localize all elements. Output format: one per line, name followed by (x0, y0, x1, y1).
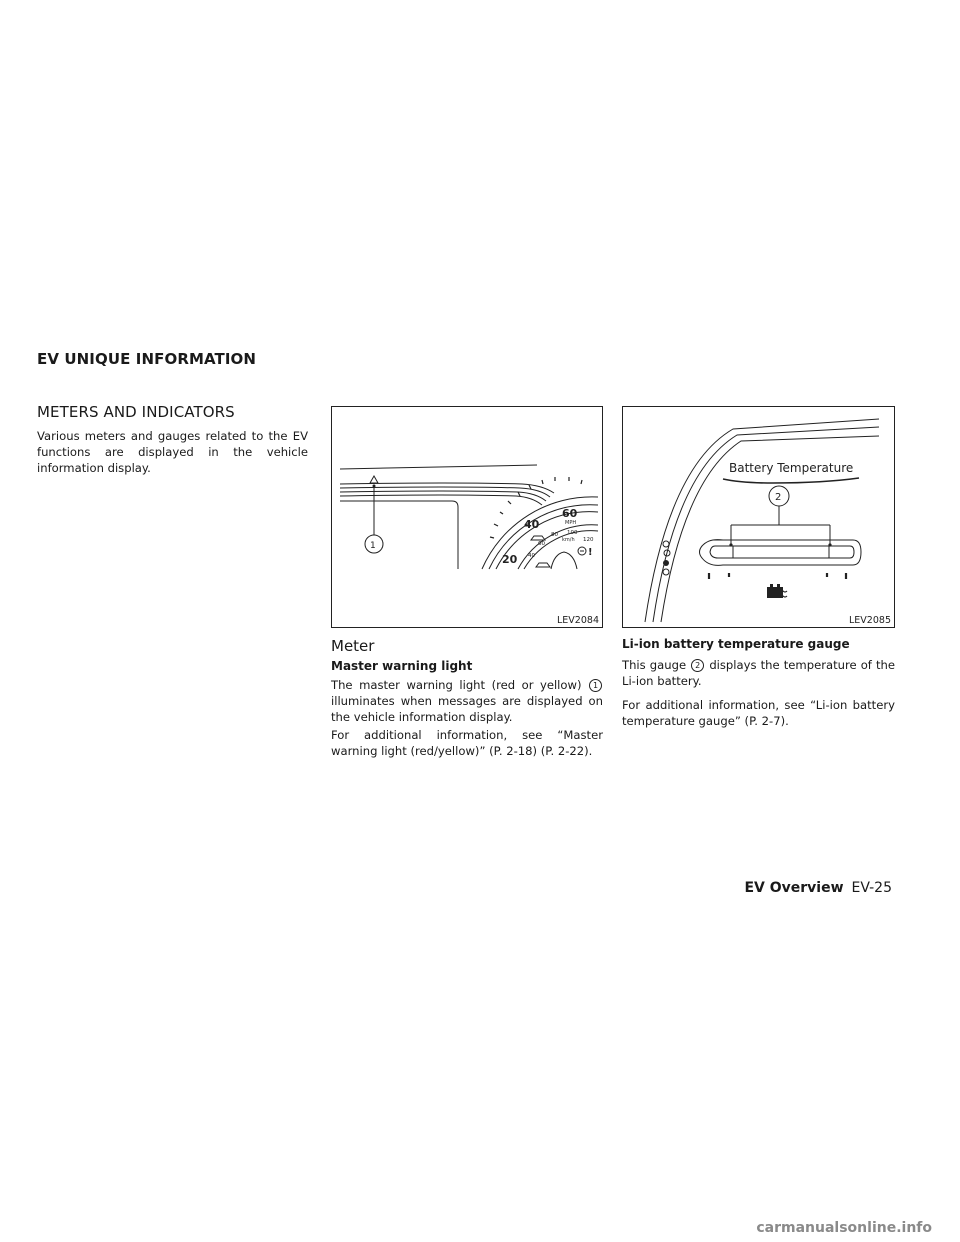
callout-2-ref: 2 (691, 659, 704, 672)
brake-warning-icon (578, 547, 593, 558)
speed-label-20: 20 (502, 553, 518, 566)
watermark: carmanualsonline.info (756, 1220, 932, 1236)
battery-gauge-illustration (623, 407, 894, 627)
master-warning-paragraph (331, 677, 603, 725)
kmh-label-120: 120 (583, 537, 594, 543)
battery-figure (622, 406, 895, 628)
callout-1-ref: 1 (589, 679, 602, 692)
lamp-indicator-icon (536, 563, 550, 567)
meter-heading: Meter (331, 637, 375, 655)
page-title: METERS AND INDICATORS (37, 403, 235, 421)
kmh-label-100: 100 (567, 530, 578, 536)
kmh-unit: km/h (562, 537, 575, 543)
car-indicator-icon (531, 536, 545, 540)
meter-illustration (332, 407, 602, 627)
master-warning-heading: Master warning light (331, 659, 473, 673)
svg-text:!: ! (588, 547, 593, 558)
kmh-label-80: 80 (551, 532, 558, 538)
battery-gauge-heading: Li-ion battery temperature gauge (622, 637, 850, 651)
page-footer (744, 880, 892, 896)
figure-code: LEV2085 (849, 615, 891, 626)
speed-label-60: 60 (562, 507, 578, 520)
paragraph-text: illuminates when messages are displayed on the vehicle information display. (331, 694, 603, 724)
intro-paragraph: Various meters and gauges related to the EV functions are displayed in the vehicle information display. (37, 429, 308, 475)
meter-figure (331, 406, 603, 628)
master-warning-reference: For additional information, see “Master warning light (red/yellow)” (P. 2-18) (P. 2-22). (331, 728, 603, 758)
kmh-label-40: 40 (528, 553, 535, 559)
figure-code: LEV2084 (557, 615, 599, 626)
section-heading: EV UNIQUE INFORMATION (37, 350, 257, 368)
battery-gauge-paragraph (622, 657, 895, 689)
paragraph-text: displays the temperature of the Li-ion battery. (622, 658, 896, 688)
page-number: EV-25 (851, 880, 892, 896)
paragraph-text: This gauge (622, 658, 687, 672)
speed-label-40: 40 (524, 518, 540, 531)
speed-unit-mph: MPH (565, 520, 577, 526)
paragraph-text: The master warning light (red or yellow) (331, 678, 582, 692)
kmh-label-60: 60 (538, 541, 545, 547)
battery-gauge-reference: For additional information, see “Li-ion battery temperature gauge” (P. 2-7). (622, 698, 895, 728)
callout-2: 2 (775, 492, 782, 503)
footer-section: EV Overview (744, 880, 844, 896)
gauge-title: Battery Temperature (729, 461, 854, 475)
callout-1: 1 (370, 541, 376, 551)
battery-icon (767, 584, 787, 598)
